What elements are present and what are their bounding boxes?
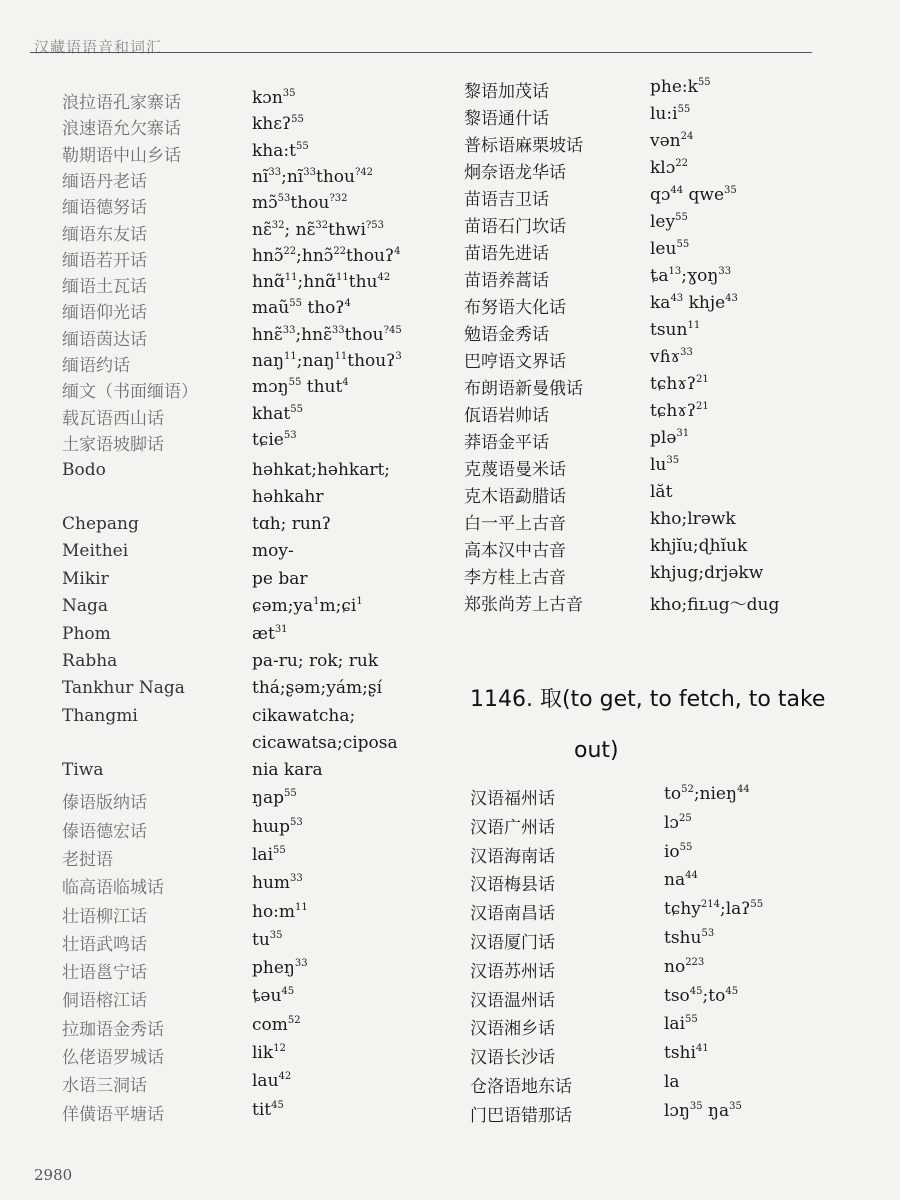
language-name: 汉语湘乡话: [470, 1019, 555, 1040]
word-form: $lu:i^{55}$: [650, 104, 691, 124]
language-name: 勒期语中山乡话: [62, 145, 181, 166]
word-form: kɔn$^{35}$: [252, 88, 296, 108]
language-name: 汉语厦门话: [470, 933, 555, 953]
language-name: 炯奈语龙华话: [464, 163, 566, 183]
language-name: 浪速语允欠寨话: [62, 119, 181, 140]
language-name: 汉语南昌话: [470, 904, 555, 925]
word-form: leu$^{55}$: [650, 239, 690, 259]
word-form: kho;lrəwk: [650, 509, 736, 529]
word-form: lăt: [650, 482, 673, 502]
language-name: 汉语广州话: [470, 817, 555, 838]
word-form: $æt^{31}$: [252, 623, 288, 644]
language-name: Bodo: [62, 460, 106, 480]
entry-heading-line1: 1146. 取(to get, to fetch, to take: [470, 687, 826, 712]
language-name: 苗语先进话: [464, 244, 549, 264]
language-name: Naga: [62, 596, 109, 617]
word-form: thá;ʂəm;yám;ʂí: [252, 678, 383, 699]
word-form: hum$^{33}$: [252, 873, 303, 894]
language-name: Rabha: [62, 651, 118, 671]
language-name: 仓洛语地东话: [470, 1077, 572, 1097]
word-form: $nĩ^{33};nĩ^{33}thou^{?42}$: [252, 166, 374, 187]
word-form: hnɔ̃$^{22}$;hnɔ̃$^{22}$thouʔ$^4$: [252, 245, 401, 266]
word-form: $kha:t^{55}$: [252, 140, 309, 161]
word-form: $ȶa^{13};ɣoŋ^{33}$: [650, 266, 732, 286]
language-name: 仫佬语罗城话: [62, 1048, 164, 1068]
language-name: Chepang: [62, 514, 139, 534]
language-name: 汉语苏州话: [470, 961, 555, 982]
word-form: $io^{55}$: [664, 841, 693, 862]
language-name: 勉语金秀话: [464, 325, 549, 345]
word-form: plə$^{31}$: [650, 428, 690, 448]
language-name: Tiwa: [62, 760, 104, 780]
language-name: 黎语加茂话: [464, 82, 549, 102]
language-name: 缅语德努话: [62, 198, 147, 219]
language-name: 缅语东友话: [62, 224, 147, 245]
word-form: nɛ̃$^{32}$; nɛ̃$^{32}$thwi$^{?53}$: [252, 219, 384, 240]
language-name: 缅语若开话: [62, 250, 147, 271]
entry-heading-line2: out): [574, 738, 619, 763]
language-name: 缅语茵达话: [62, 329, 147, 350]
header-rule: [30, 52, 812, 53]
word-form: $ka^{43}$ khje$^{43}$: [650, 293, 738, 313]
language-name: 载瓦语西山话: [62, 408, 164, 429]
word-form: ŋap$^{55}$: [252, 788, 297, 809]
word-form: mɔ̃$^{53}$thou$^{?32}$: [252, 193, 348, 214]
language-name: 缅语约话: [62, 356, 130, 376]
word-form: $ho:m^{11}$: [252, 901, 308, 922]
word-form: moy-: [252, 541, 294, 562]
word-form: tshu$^{53}$: [664, 928, 715, 948]
word-form: khɛʔ$^{55}$: [252, 114, 304, 135]
word-form: lɔ$^{25}$: [664, 812, 692, 833]
word-form: cikawatcha;: [252, 705, 356, 726]
word-form: vɦɤ$^{33}$: [650, 347, 693, 367]
word-form: hnɑ̃$^{11}$;hnɑ̃$^{11}$thu$^{42}$: [252, 272, 391, 293]
language-name: 郑张尚芳上古音: [464, 595, 583, 615]
word-form: $no^{223}$: [664, 956, 705, 977]
word-form: $to^{52};nieŋ^{44}$: [664, 784, 750, 804]
language-name: 侗语榕江话: [62, 991, 147, 1012]
language-name: Tankhur Naga: [62, 678, 185, 699]
word-form: khjug;drjəkw: [650, 563, 764, 583]
language-name: 汉语长沙话: [470, 1048, 555, 1069]
language-name: Thangmi: [62, 705, 138, 726]
language-name: 缅语土瓦话: [62, 277, 147, 298]
language-name: 拉珈语金秀话: [62, 1019, 164, 1040]
word-form: tɕie$^{53}$: [252, 429, 297, 450]
word-form: maũ$^{55}$ thoʔ$^4$: [252, 298, 351, 319]
language-name: 汉语海南话: [470, 846, 555, 867]
word-form: naŋ$^{11}$;naŋ$^{11}$thouʔ$^3$: [252, 351, 402, 371]
word-form: $ɕəm;ya^1m;ɕi^1$: [252, 596, 363, 617]
word-form: lai$^{55}$: [664, 1014, 698, 1035]
language-name: 布朗语新曼俄话: [464, 379, 583, 399]
word-form: ȶəu$^{45}$: [252, 986, 295, 1007]
word-form: pa-ru; rok; ruk: [252, 651, 379, 671]
word-form: nia kara: [252, 760, 323, 780]
word-form: lau$^{42}$: [252, 1071, 292, 1092]
language-name: 门巴语错那话: [470, 1105, 572, 1126]
word-form: tɕhɤʔ$^{21}$: [650, 401, 709, 421]
word-form: $lu^{35}$: [650, 455, 680, 475]
language-name: Phom: [62, 623, 111, 644]
language-name: 普标语麻栗坡话: [464, 136, 583, 156]
word-form: tɕhɤʔ$^{21}$: [650, 374, 709, 394]
word-form: khat$^{55}$: [252, 403, 303, 424]
language-name: 佯僙语平塘话: [62, 1104, 164, 1125]
language-name: 克蔑语曼米话: [464, 460, 566, 480]
word-form: lɔŋ$^{35}$ $ŋa^{35}$: [664, 1100, 742, 1121]
language-name: 苗语石门坎话: [464, 217, 566, 237]
word-form: $na^{44}$: [664, 870, 698, 891]
word-form: kho;fiʟug～dug: [650, 595, 780, 615]
language-name: 壮语柳江话: [62, 906, 147, 927]
word-form: qɔ$^{44}$ qwe$^{35}$: [650, 185, 737, 205]
language-name: 苗语养蒿话: [464, 271, 549, 291]
word-form: la: [664, 1072, 680, 1092]
language-name: 临高语临城话: [62, 878, 164, 899]
word-form: hnɛ̃$^{33}$;hnɛ̃$^{33}$thou$^{?45}$: [252, 324, 402, 345]
word-form: tɑh; runʔ: [252, 514, 331, 534]
page-number: 2980: [34, 1166, 73, 1184]
language-name: 高本汉中古音: [464, 541, 566, 561]
language-name: 佤语岩帅话: [464, 406, 549, 426]
language-name: Meithei: [62, 541, 129, 562]
word-form: ley$^{55}$: [650, 212, 688, 232]
language-name: 莽语金平话: [464, 433, 549, 453]
language-name: 汉语梅县话: [470, 875, 555, 896]
word-form: lai$^{55}$: [252, 844, 286, 865]
language-name: 黎语通什话: [464, 109, 549, 129]
word-form: pheŋ$^{33}$: [252, 958, 308, 979]
word-form: khjĭu;ɖhĭuk: [650, 536, 748, 556]
language-name: 水语三洞话: [62, 1076, 147, 1097]
word-form: com$^{52}$: [252, 1014, 301, 1035]
word-form: $phe:k^{55}$: [650, 77, 711, 97]
word-form: mɔŋ$^{55}$ thut$^4$: [252, 377, 349, 398]
language-name: 老挝语: [62, 849, 113, 870]
language-name: 李方桂上古音: [464, 568, 566, 588]
language-name: 壮语邕宁话: [62, 963, 147, 984]
word-form: həhkahr: [252, 487, 324, 507]
language-name: 浪拉语孔家寨话: [62, 93, 181, 113]
language-name: 土家语坡脚话: [62, 434, 164, 455]
word-form: həhkat;həhkart;: [252, 460, 391, 480]
language-name: 布努语大化话: [464, 298, 566, 318]
language-name: 苗语吉卫话: [464, 190, 549, 210]
word-form: tit$^{45}$: [252, 1099, 284, 1120]
language-name: 白一平上古音: [464, 514, 566, 534]
word-form: tsun$^{11}$: [650, 320, 701, 340]
word-form: tɕhy$^{214}$;laʔ$^{55}$: [664, 899, 764, 920]
word-form: hɯp$^{53}$: [252, 816, 303, 837]
language-name: 傣语德宏话: [62, 821, 147, 842]
language-name: 缅语丹老话: [62, 171, 147, 192]
word-form: klɔ$^{22}$: [650, 158, 688, 178]
language-name: 缅语仰光话: [62, 303, 147, 324]
word-form: lik$^{12}$: [252, 1043, 286, 1063]
word-form: tshi$^{41}$: [664, 1043, 709, 1064]
word-form: vən$^{24}$: [650, 131, 694, 151]
word-form: cicawatsa;ciposa: [252, 733, 398, 753]
language-name: 汉语温州话: [470, 990, 555, 1011]
word-form: $tu^{35}$: [252, 929, 283, 950]
running-title: 汉藏语语音和词汇: [34, 38, 163, 56]
language-name: 克木语勐腊话: [464, 487, 566, 507]
language-name: 壮语武鸣话: [62, 934, 147, 955]
word-form: $tso^{45};to^{45}$: [664, 985, 739, 1006]
language-name: 傣语版纳话: [62, 793, 147, 814]
language-name: 巴哼语文界话: [464, 352, 566, 372]
word-form: pe bar: [252, 568, 308, 589]
language-name: Mikir: [62, 568, 109, 589]
language-name: 汉语福州话: [470, 789, 555, 809]
language-name: 缅文（书面缅语）: [62, 382, 198, 403]
